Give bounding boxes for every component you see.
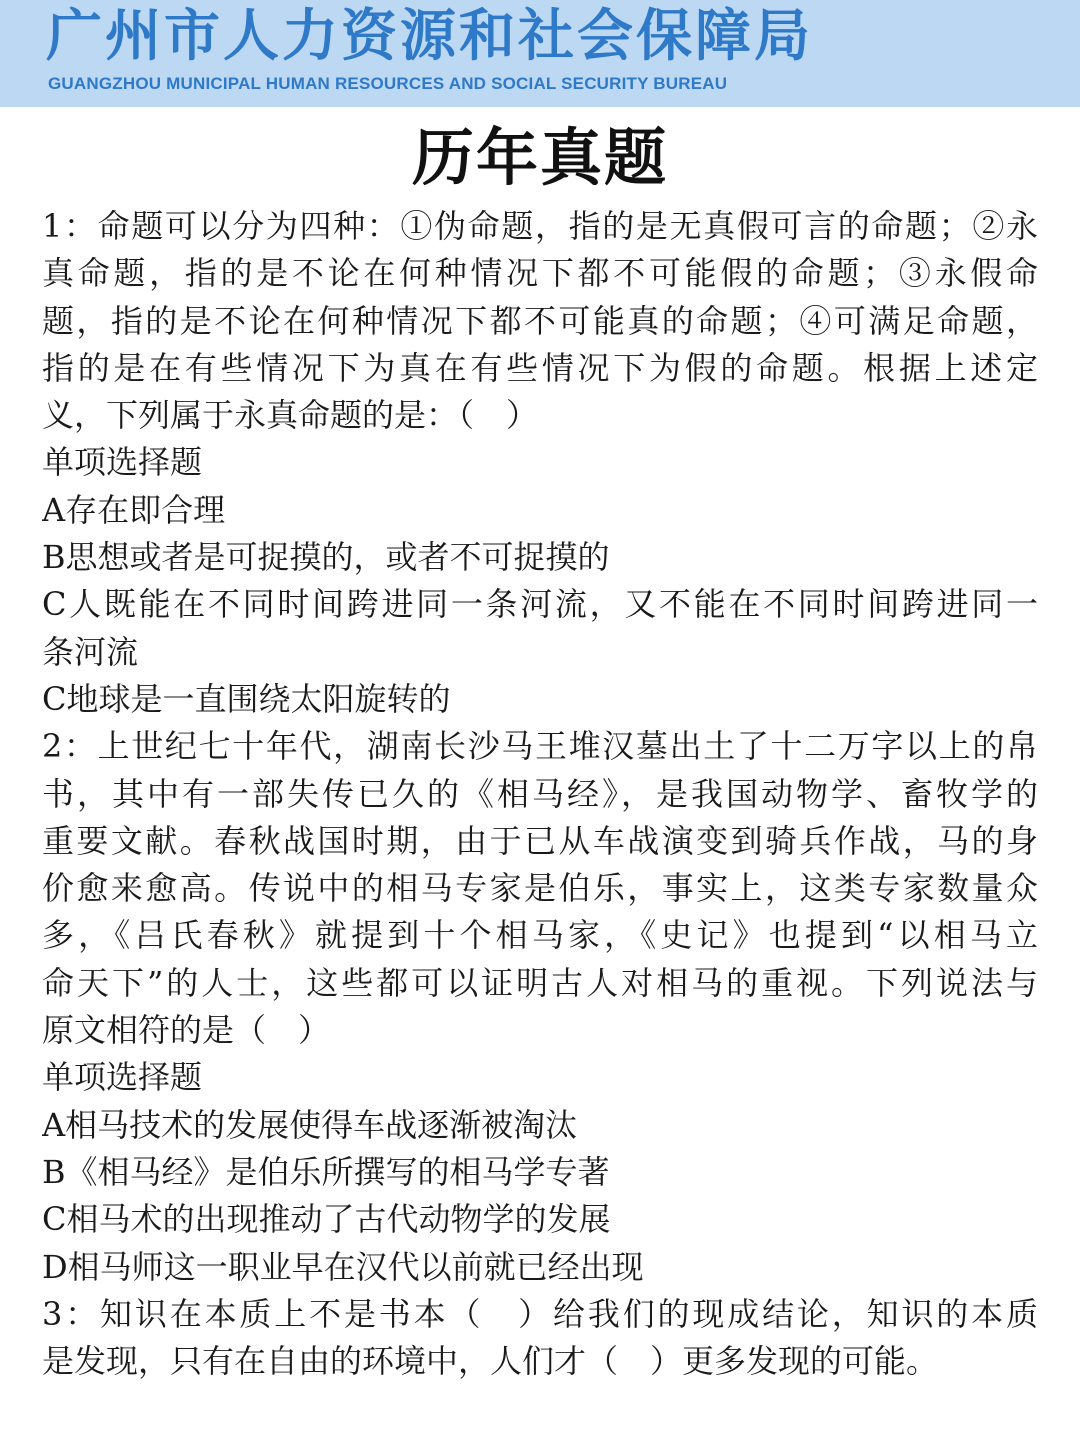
answer-option: C人既能在不同时间跨进同一条河流，又不能在不同时间跨进同一 xyxy=(42,585,1038,624)
bureau-title: 广州市人力资源和社会保障局 xyxy=(46,4,813,69)
question-stem-line: 真命题，指的是不论在何种情况下都不可能假的命题；③永假命 xyxy=(42,254,1038,293)
answer-option: 条河流 xyxy=(42,632,139,671)
question-2 xyxy=(42,723,1038,1291)
answer-option: C地球是一直围绕太阳旋转的 xyxy=(42,679,451,718)
question-stem-line: 多，《吕氏春秋》就提到十个相马家，《史记》也提到“以相马立 xyxy=(42,916,1038,955)
question-stem-line: 2：上世纪七十年代，湖南长沙马王堆汉墓出土了十二万字以上的帛 xyxy=(42,727,1038,766)
question-stem-line: 3：知识在本质上不是书本（ ）给我们的现成结论，知识的本质 xyxy=(42,1294,1038,1333)
question-stem-line: 书，其中有一部失传已久的《相马经》，是我国动物学、畜牧学的 xyxy=(42,774,1038,813)
question-stem-line: 命天下”的人士，这些都可以证明古人对相马的重视。下列说法与 xyxy=(42,963,1038,1002)
question-1 xyxy=(42,203,1038,723)
question-3 xyxy=(42,1291,1038,1386)
question-type-label: 单项选择题 xyxy=(42,443,203,482)
question-stem-line: 原文相符的是（ ） xyxy=(42,1011,331,1050)
question-stem-line: 价愈来愈高。传说中的相马专家是伯乐，事实上，这类专家数量众 xyxy=(42,869,1038,908)
question-stem-line: 1：命题可以分为四种：①伪命题，指的是无真假可言的命题；②永 xyxy=(42,207,1038,245)
question-stem-line: 指的是在有些情况下为真在有些情况下为假的命题。根据上述定 xyxy=(42,348,1038,387)
bureau-subtitle: GUANGZHOU MUNICIPAL HUMAN RESOURCES AND SOCIAL SECURITY BUREAU xyxy=(48,74,728,93)
answer-option: A相马技术的发展使得车战逐渐被淘汰 xyxy=(42,1105,578,1144)
answer-option: D相马师这一职业早在汉代以前就已经出现 xyxy=(42,1247,644,1286)
answer-option: B思想或者是可捉摸的，或者不可捉摸的 xyxy=(42,538,610,577)
question-stem-line: 重要文献。春秋战国时期，由于已从车战演变到骑兵作战，马的身 xyxy=(42,821,1038,860)
question-stem-line: 义，下列属于永真命题的是：（ ） xyxy=(42,396,539,435)
question-stem-line: 题，指的是不论在何种情况下都不可能真的命题；④可满足命题， xyxy=(42,301,1038,340)
question-stem-line: 是发现，只有在自由的环境中，人们才（ ）更多发现的可能。 xyxy=(42,1342,939,1381)
answer-option: B《相马经》是伯乐所撰写的相马学专著 xyxy=(42,1152,610,1191)
answer-option: C相马术的出现推动了古代动物学的发展 xyxy=(42,1200,611,1239)
question-type-label: 单项选择题 xyxy=(42,1058,203,1097)
header-banner xyxy=(0,0,1080,107)
page-title: 历年真题 xyxy=(411,121,668,194)
question-list xyxy=(42,203,1038,1385)
answer-option: A存在即合理 xyxy=(42,490,226,529)
